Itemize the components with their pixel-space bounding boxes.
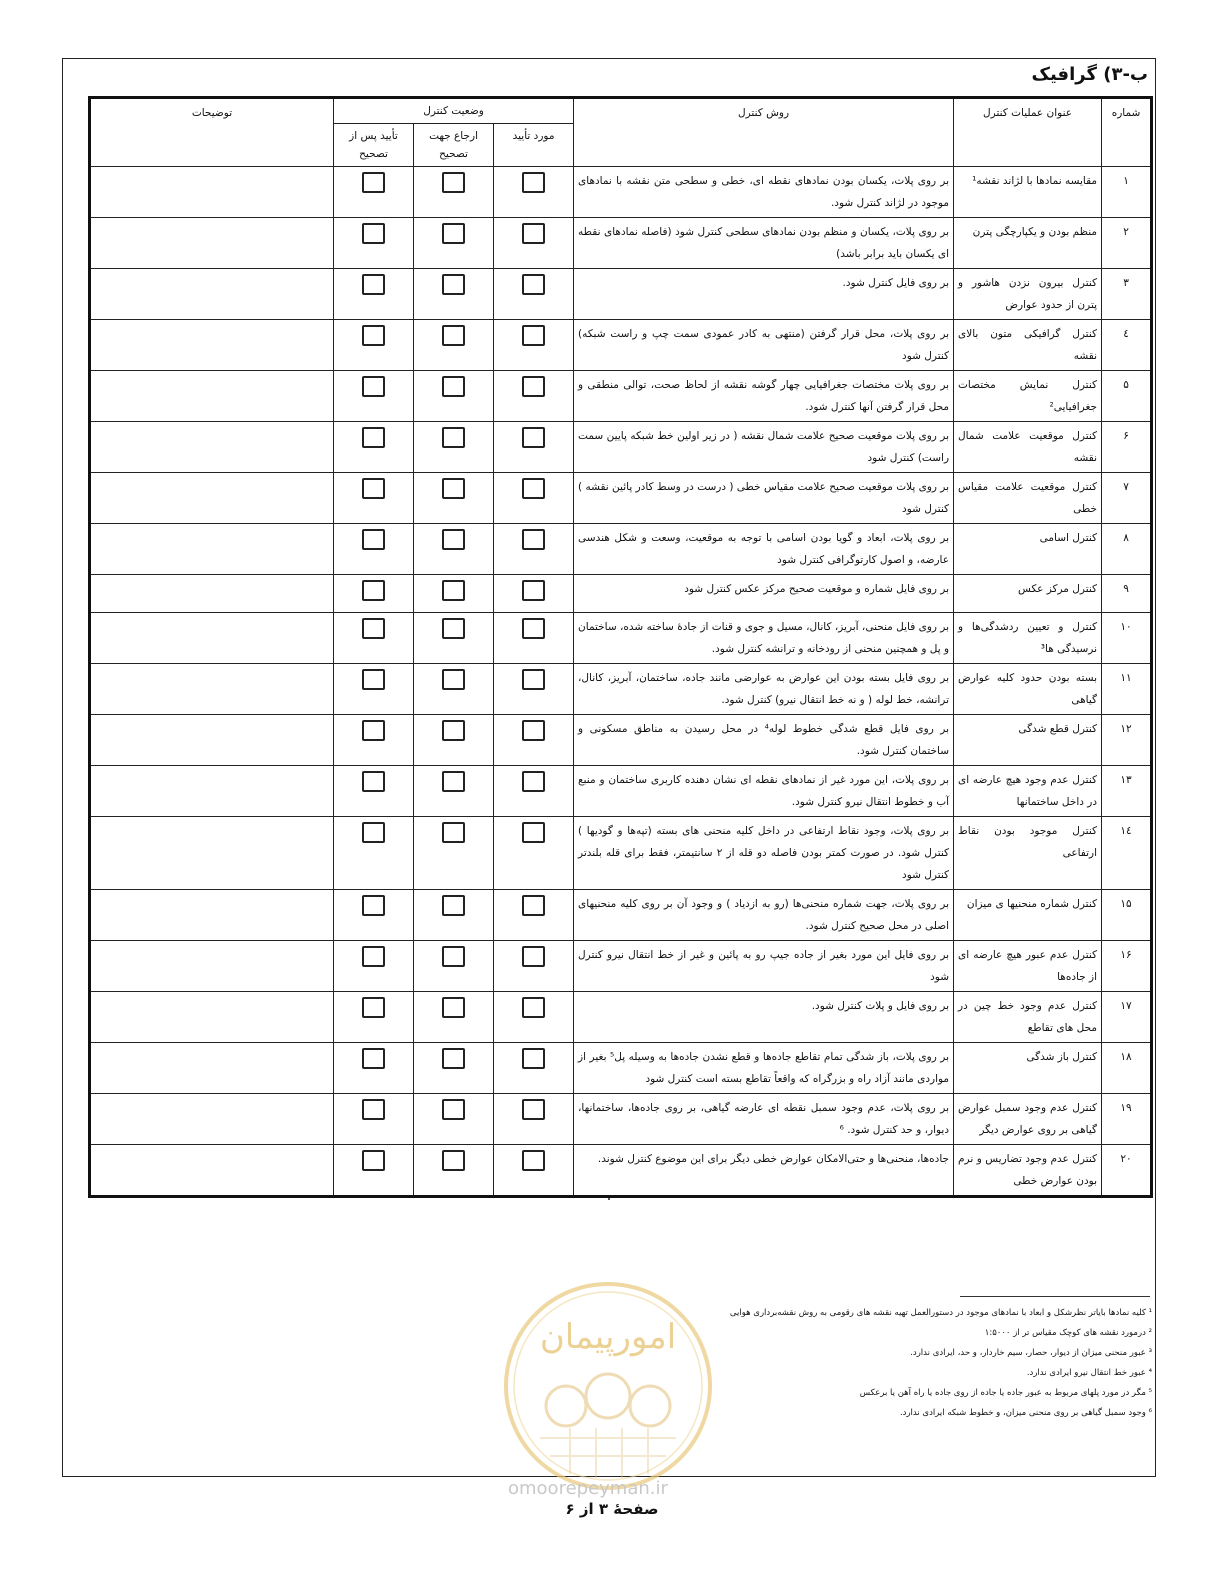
row-number: ۹	[1102, 575, 1152, 613]
table-row	[90, 473, 1152, 524]
table-row	[90, 715, 1152, 766]
confirmed-checkbox[interactable]	[522, 427, 545, 448]
row-title: کنترل عدم وجود تضاریس و نرم بودن عوارض خطی	[954, 1145, 1102, 1197]
confirmed-cell	[494, 167, 574, 218]
return-cell	[414, 371, 494, 422]
row-number: ۵	[1102, 371, 1152, 422]
return-cell	[414, 1145, 494, 1197]
row-method: بر روی پلات، یکسان بودن نمادهای نقطه ای، خطی و سطحی متن نقشه با نمادهای موجود در لژاند کنترل شود.	[574, 167, 954, 218]
row-notes	[90, 269, 334, 320]
footnote-5: ⁵ مگر در مورد پلهای مربوط به عبور جاده یا جاده از روی جاده یا راه آهن یا برعکس	[859, 1388, 1152, 1398]
return-checkbox[interactable]	[442, 618, 465, 639]
confirm-after-cell	[334, 1094, 414, 1145]
watermark-url: omoorepeyman.ir	[508, 1478, 668, 1499]
return-cell	[414, 167, 494, 218]
confirmed-checkbox[interactable]	[522, 946, 545, 967]
confirmed-cell	[494, 941, 574, 992]
confirm-after-checkbox[interactable]	[362, 822, 385, 843]
row-title: منظم بودن و یکپارچگی پترن	[954, 218, 1102, 269]
confirmed-checkbox[interactable]	[522, 223, 545, 244]
confirmed-cell	[494, 371, 574, 422]
row-method: بر روی پلات، عدم وجود سمبل نقطه ای عارضه گیاهی، بر روی جاده‌ها، ساختمانها، دیوار، و حد کنترل شود. ⁶	[574, 1094, 954, 1145]
confirmed-cell	[494, 269, 574, 320]
confirmed-cell	[494, 1043, 574, 1094]
row-method: بر روی پلات، جهت شماره منحنی‌ها (رو به ازدیاد ) و وجود آن بر روی کلیه منحنیهای اصلی در محل صحیح کنترل شود.	[574, 890, 954, 941]
row-notes	[90, 422, 334, 473]
confirmed-checkbox[interactable]	[522, 580, 545, 601]
confirm-after-checkbox[interactable]	[362, 427, 385, 448]
footnote-1: ¹ کلیه نمادها بایاتر نظرشکل و ابعاد با نمادهای موجود در دستورالعمل تهیه نقشه های رقومی به روش نقشه‌برداری هوایی	[729, 1308, 1152, 1318]
confirm-after-cell	[334, 371, 414, 422]
confirm-after-checkbox[interactable]	[362, 771, 385, 792]
row-method: بر روی پلات، محل قرار گرفتن (منتهی به کادر عمودی سمت چپ و راست شبکه) کنترل شود	[574, 320, 954, 371]
row-title: کنترل نمایش مختصات جغرافیایی²	[954, 371, 1102, 422]
header-status-return: ارجاع جهت تصحیح	[414, 124, 494, 167]
confirmed-checkbox[interactable]	[522, 618, 545, 639]
confirm-after-cell	[334, 664, 414, 715]
confirmed-checkbox[interactable]	[522, 822, 545, 843]
table-row	[90, 524, 1152, 575]
row-title: کنترل شماره منحنیها ی میزان	[954, 890, 1102, 941]
header-method: روش کنترل	[574, 98, 954, 167]
row-notes	[90, 575, 334, 613]
confirmed-checkbox[interactable]	[522, 1150, 545, 1171]
confirm-after-cell	[334, 524, 414, 575]
confirm-after-checkbox[interactable]	[362, 1150, 385, 1171]
row-title: مقایسه نمادها با لژاند نقشه¹	[954, 167, 1102, 218]
confirm-after-checkbox[interactable]	[362, 478, 385, 499]
confirm-after-checkbox[interactable]	[362, 669, 385, 690]
row-number: ۱۰	[1102, 613, 1152, 664]
confirm-after-checkbox[interactable]	[362, 895, 385, 916]
confirm-after-cell	[334, 817, 414, 890]
footnote-2: ² درمورد نقشه های کوچک مقیاس تر از ۱:۵۰۰۰	[984, 1328, 1152, 1338]
confirm-after-cell	[334, 575, 414, 613]
confirmed-checkbox[interactable]	[522, 376, 545, 397]
confirmed-cell	[494, 664, 574, 715]
return-cell	[414, 320, 494, 371]
row-number: ٤	[1102, 320, 1152, 371]
row-number: ۱۵	[1102, 890, 1152, 941]
confirm-after-checkbox[interactable]	[362, 529, 385, 550]
return-checkbox[interactable]	[442, 529, 465, 550]
confirmed-cell	[494, 1094, 574, 1145]
row-notes	[90, 167, 334, 218]
table-row	[90, 218, 1152, 269]
confirm-after-cell	[334, 218, 414, 269]
confirm-after-cell	[334, 1043, 414, 1094]
confirmed-cell	[494, 575, 574, 613]
return-cell	[414, 715, 494, 766]
confirm-after-checkbox[interactable]	[362, 618, 385, 639]
table-row	[90, 371, 1152, 422]
return-checkbox[interactable]	[442, 274, 465, 295]
confirm-after-cell	[334, 941, 414, 992]
row-notes	[90, 218, 334, 269]
table-row	[90, 664, 1152, 715]
table-row	[90, 613, 1152, 664]
table-row	[90, 269, 1152, 320]
confirm-after-cell	[334, 1145, 414, 1197]
table-row	[90, 1145, 1152, 1197]
confirmed-cell	[494, 890, 574, 941]
table-row	[90, 422, 1152, 473]
return-cell	[414, 1094, 494, 1145]
confirm-after-cell	[334, 269, 414, 320]
return-checkbox[interactable]	[442, 669, 465, 690]
confirm-after-checkbox[interactable]	[362, 223, 385, 244]
header-number: شماره	[1102, 98, 1152, 167]
return-cell	[414, 1043, 494, 1094]
row-number: ۱۸	[1102, 1043, 1152, 1094]
row-number: ۲۰	[1102, 1145, 1152, 1197]
header-status-confirm-after: تأیید پس از تصحیح	[334, 124, 414, 167]
return-checkbox[interactable]	[442, 946, 465, 967]
table-row	[90, 1043, 1152, 1094]
row-notes	[90, 1043, 334, 1094]
row-notes	[90, 473, 334, 524]
return-checkbox[interactable]	[442, 997, 465, 1018]
table-row	[90, 941, 1152, 992]
row-title: کنترل عدم وجود هیچ عارضه ای در داخل ساختمانها	[954, 766, 1102, 817]
row-title: کنترل موقعیت علامت مقیاس خطی	[954, 473, 1102, 524]
return-cell	[414, 890, 494, 941]
row-number: ۱۹	[1102, 1094, 1152, 1145]
row-notes	[90, 992, 334, 1043]
row-method: بر روی پلات، باز شدگی تمام تقاطع جاده‌ها و قطع نشدن جاده‌ها به وسیله پل⁵ بغیر از مواردی مانند آزاد راه و بزرگراه که واقعاً تقاطع بسته است کنترل شود	[574, 1043, 954, 1094]
confirmed-checkbox[interactable]	[522, 895, 545, 916]
row-notes	[90, 524, 334, 575]
confirmed-cell	[494, 817, 574, 890]
return-cell	[414, 817, 494, 890]
row-method: بر روی فایل کنترل شود.	[574, 269, 954, 320]
return-cell	[414, 992, 494, 1043]
return-checkbox[interactable]	[442, 895, 465, 916]
confirm-after-cell	[334, 890, 414, 941]
return-cell	[414, 269, 494, 320]
header-status-confirmed: مورد تأیید	[494, 124, 574, 167]
row-number: ۱	[1102, 167, 1152, 218]
confirm-after-cell	[334, 613, 414, 664]
confirm-after-cell	[334, 715, 414, 766]
header-title: عنوان عملیات کنترل	[954, 98, 1102, 167]
return-checkbox[interactable]	[442, 720, 465, 741]
watermark-seal	[500, 1278, 716, 1494]
row-notes	[90, 1094, 334, 1145]
return-checkbox[interactable]	[442, 376, 465, 397]
row-method: بر روی فایل قطع شدگی خطوط لوله⁴ در محل رسیدن به مناطق مسکونی و ساختمان کنترل شود.	[574, 715, 954, 766]
confirmed-checkbox[interactable]	[522, 529, 545, 550]
table-row	[90, 320, 1152, 371]
confirmed-cell	[494, 613, 574, 664]
row-title: کنترل عدم عبور هیچ عارضه ای از جاده‌ها	[954, 941, 1102, 992]
confirm-after-cell	[334, 992, 414, 1043]
row-number: ۱۶	[1102, 941, 1152, 992]
return-cell	[414, 613, 494, 664]
row-notes	[90, 890, 334, 941]
confirm-after-checkbox[interactable]	[362, 376, 385, 397]
table-row	[90, 992, 1152, 1043]
confirmed-checkbox[interactable]	[522, 720, 545, 741]
confirm-after-checkbox[interactable]	[362, 325, 385, 346]
row-method: بر روی فایل و پلات کنترل شود.	[574, 992, 954, 1043]
row-notes	[90, 371, 334, 422]
confirmed-cell	[494, 992, 574, 1043]
footnote-separator	[960, 1296, 1150, 1297]
confirmed-cell	[494, 1145, 574, 1197]
confirmed-cell	[494, 473, 574, 524]
confirmed-checkbox[interactable]	[522, 325, 545, 346]
return-checkbox[interactable]	[442, 1150, 465, 1171]
confirmed-cell	[494, 524, 574, 575]
confirm-after-cell	[334, 766, 414, 817]
row-title: کنترل عدم وجود سمبل عوارض گیاهی بر روی عوارض دیگر	[954, 1094, 1102, 1145]
row-number: ۷	[1102, 473, 1152, 524]
return-cell	[414, 524, 494, 575]
row-notes	[90, 941, 334, 992]
confirmed-checkbox[interactable]	[522, 771, 545, 792]
row-method: بر روی فایل شماره و موقعیت صحیح مرکز عکس کنترل شود	[574, 575, 954, 613]
confirm-after-checkbox[interactable]	[362, 720, 385, 741]
confirm-after-cell	[334, 422, 414, 473]
row-number: ۶	[1102, 422, 1152, 473]
confirm-after-checkbox[interactable]	[362, 946, 385, 967]
row-title: کنترل عدم وجود خط چین در محل های تقاطع	[954, 992, 1102, 1043]
confirmed-cell	[494, 715, 574, 766]
return-checkbox[interactable]	[442, 172, 465, 193]
confirmed-cell	[494, 320, 574, 371]
confirmed-cell	[494, 422, 574, 473]
confirm-after-checkbox[interactable]	[362, 997, 385, 1018]
row-method: بر روی پلات، یکسان و منظم بودن نمادهای سطحی کنترل شود (فاصله نمادهای نقطه ای یکسان باید برابر باشد)	[574, 218, 954, 269]
stray-dot	[608, 1198, 610, 1200]
table-row	[90, 1094, 1152, 1145]
header-notes: توضیحات	[90, 98, 334, 167]
return-checkbox[interactable]	[442, 1099, 465, 1120]
footnotes	[729, 1303, 1152, 1423]
row-title: کنترل گرافیکی متون بالای نقشه	[954, 320, 1102, 371]
confirmed-checkbox[interactable]	[522, 478, 545, 499]
return-checkbox[interactable]	[442, 822, 465, 843]
confirmed-checkbox[interactable]	[522, 172, 545, 193]
return-checkbox[interactable]	[442, 325, 465, 346]
footnote-3: ³ عبور منحنی میزان از دیوار، حصار، سیم خاردار، و حد، ایرادی ندارد.	[910, 1348, 1152, 1358]
row-notes	[90, 613, 334, 664]
row-title: کنترل و تعیین ردشدگی‌ها و نرسیدگی ها³	[954, 613, 1102, 664]
table-row	[90, 575, 1152, 613]
row-number: ۲	[1102, 218, 1152, 269]
row-method: بر روی فایل منحنی، آبریز، کانال، مسیل و جوی و قنات از جادهٔ ساخته شده، ساختمان و پل و همچنین منحنی از رودخانه و ترانشه کنترل شود.	[574, 613, 954, 664]
table-row	[90, 766, 1152, 817]
return-cell	[414, 575, 494, 613]
row-notes	[90, 715, 334, 766]
row-method: بر روی پلات، ابعاد و گویا بودن اسامی با توجه به موقعیت، وسعت و شکل هندسی عارضه، و اصول کارتوگرافی کنترل شود	[574, 524, 954, 575]
footnote-4: ⁴ عبور خط انتقال نیرو ایرادی ندارد.	[1026, 1368, 1152, 1378]
row-number: ۸	[1102, 524, 1152, 575]
confirm-after-cell	[334, 473, 414, 524]
row-notes	[90, 766, 334, 817]
confirmed-checkbox[interactable]	[522, 1099, 545, 1120]
row-title: کنترل قطع شدگی	[954, 715, 1102, 766]
row-notes	[90, 1145, 334, 1197]
section-title: ب-۳) گرافیک	[1031, 64, 1148, 85]
return-checkbox[interactable]	[442, 580, 465, 601]
row-number: ۳	[1102, 269, 1152, 320]
row-method: بر روی فایل این مورد بغیر از جاده جیپ رو به پائین و غیر از خط انتقال نیرو کنترل شود	[574, 941, 954, 992]
return-checkbox[interactable]	[442, 478, 465, 499]
confirmed-cell	[494, 766, 574, 817]
footnote-6: ⁶ وجود سمبل گیاهی بر روی منحنی میزان، و خطوط شبکه ایرادی ندارد.	[899, 1408, 1152, 1418]
header-status: وضعیت کنترل	[334, 98, 574, 124]
confirm-after-checkbox[interactable]	[362, 580, 385, 601]
table-row	[90, 817, 1152, 890]
table-row	[90, 167, 1152, 218]
confirm-after-cell	[334, 320, 414, 371]
confirmed-checkbox[interactable]	[522, 997, 545, 1018]
row-title: بسته بودن حدود کلیه عوارض گیاهی	[954, 664, 1102, 715]
row-title: کنترل اسامی	[954, 524, 1102, 575]
row-title: کنترل باز شدگی	[954, 1043, 1102, 1094]
row-method: بر روی پلات، وجود نقاط ارتفاعی در داخل کلیه منحنی های بسته (تپه‌ها و گودیها ) کنترل شود. در صورت کمتر بودن فاصله دو قله از ۲ سانتیمتر، فقط برای قله بلندتر کنترل شود	[574, 817, 954, 890]
row-title: کنترل بیرون نزدن هاشور و پترن از حدود عوارض	[954, 269, 1102, 320]
confirmed-cell	[494, 218, 574, 269]
row-number: ۱۲	[1102, 715, 1152, 766]
confirm-after-cell	[334, 167, 414, 218]
row-method: بر روی پلات، این مورد غیر از نمادهای نقطه ای نشان دهنده کاربری ساختمان و منبع آب و خطوط انتقال نیرو کنترل شود.	[574, 766, 954, 817]
return-cell	[414, 422, 494, 473]
row-number: ۱۱	[1102, 664, 1152, 715]
return-cell	[414, 941, 494, 992]
return-cell	[414, 218, 494, 269]
return-cell	[414, 473, 494, 524]
row-number: ۱۷	[1102, 992, 1152, 1043]
return-checkbox[interactable]	[442, 1048, 465, 1069]
return-cell	[414, 766, 494, 817]
row-method: بر روی فایل بسته بودن این عوارض به عوارضی مانند جاده، ساختمان، آبریز، کانال، ترانشه، خط لوله ( و نه خط انتقال نیرو) کنترل شود.	[574, 664, 954, 715]
row-number: ۱۳	[1102, 766, 1152, 817]
return-checkbox[interactable]	[442, 771, 465, 792]
row-notes	[90, 320, 334, 371]
return-cell	[414, 664, 494, 715]
row-title: کنترل موقعیت علامت شمال نقشه	[954, 422, 1102, 473]
row-title: کنترل موجود بودن نقاط ارتفاعی	[954, 817, 1102, 890]
row-method: جاده‌ها، منحنی‌ها و حتی‌الامکان عوارض خطی دیگر برای این موضوع کنترل شوند.	[574, 1145, 954, 1197]
confirm-after-checkbox[interactable]	[362, 1048, 385, 1069]
row-notes	[90, 817, 334, 890]
seal-text: امورپیمان	[539, 1317, 677, 1357]
confirm-after-checkbox[interactable]	[362, 1099, 385, 1120]
row-method: بر روی پلات موقعیت صحیح علامت مقیاس خطی ( درست در وسط کادر پائین نقشه ) کنترل شود	[574, 473, 954, 524]
return-checkbox[interactable]	[442, 223, 465, 244]
row-number: ۱٤	[1102, 817, 1152, 890]
page-number: صفحهٔ ۳ از ۶	[565, 1500, 659, 1518]
return-checkbox[interactable]	[442, 427, 465, 448]
row-method: بر روی پلات مختصات جغرافیایی چهار گوشه نقشه از لحاظ صحت، توالی منطقی و محل قرار گرفتن آنها کنترل شود.	[574, 371, 954, 422]
control-checklist-table	[88, 96, 1153, 1198]
confirmed-checkbox[interactable]	[522, 1048, 545, 1069]
confirm-after-checkbox[interactable]	[362, 172, 385, 193]
table-row	[90, 890, 1152, 941]
confirmed-checkbox[interactable]	[522, 274, 545, 295]
row-title: کنترل مرکز عکس	[954, 575, 1102, 613]
confirmed-checkbox[interactable]	[522, 669, 545, 690]
confirm-after-checkbox[interactable]	[362, 274, 385, 295]
row-method: بر روی پلات موقعیت صحیح علامت شمال نقشه ( در زیر اولین خط شبکه پایین سمت راست) کنترل شود	[574, 422, 954, 473]
row-notes	[90, 664, 334, 715]
